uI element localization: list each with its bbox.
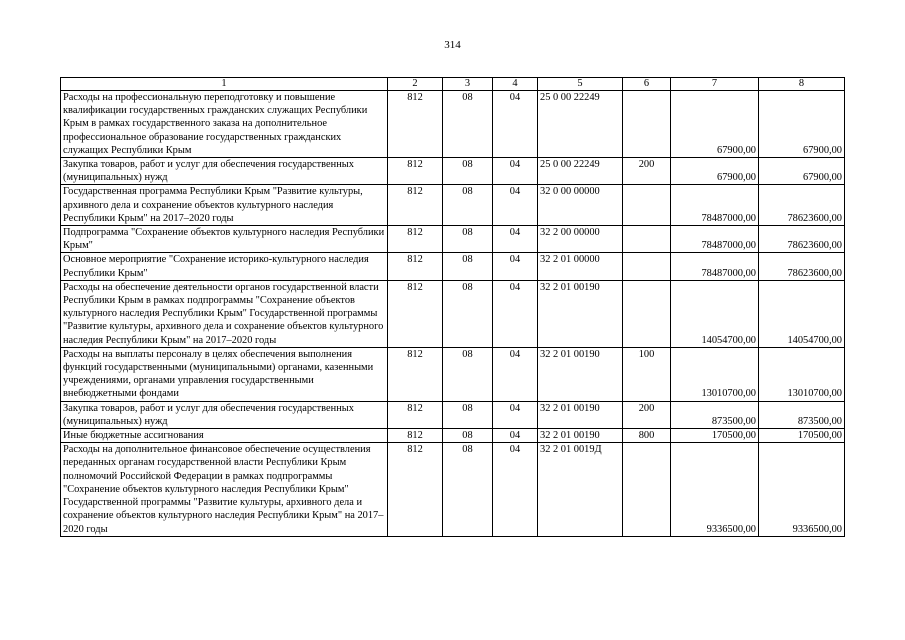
section-cell: 08: [443, 401, 493, 428]
table-header-row: [61, 78, 845, 91]
section-cell: 08: [443, 185, 493, 226]
target-article-cell: 32 2 01 00190: [538, 347, 623, 401]
admin-code-cell: 812: [388, 226, 443, 253]
amount-year1-cell: 170500,00: [671, 429, 759, 443]
column-header: 8: [759, 78, 845, 91]
expense-type-cell: [623, 253, 671, 280]
admin-code-cell: 812: [388, 91, 443, 158]
admin-code-cell: 812: [388, 280, 443, 347]
column-header: 2: [388, 78, 443, 91]
page-number: 314: [444, 39, 461, 51]
row-name-cell: Закупка товаров, работ и услуг для обеспечения государственных (муниципальных) нужд: [61, 401, 388, 428]
section-cell: 08: [443, 158, 493, 185]
admin-code-cell: 812: [388, 185, 443, 226]
expense-type-cell: [623, 280, 671, 347]
column-header: 7: [671, 78, 759, 91]
table-row: [61, 429, 845, 443]
target-article-cell: 25 0 00 22249: [538, 91, 623, 158]
expense-type-cell: [623, 91, 671, 158]
amount-year1-cell: 78487000,00: [671, 185, 759, 226]
target-article-cell: 25 0 00 22249: [538, 158, 623, 185]
admin-code-cell: 812: [388, 429, 443, 443]
budget-table: [60, 77, 845, 537]
expense-type-cell: [623, 185, 671, 226]
amount-year2-cell: 14054700,00: [759, 280, 845, 347]
table-row: [61, 280, 845, 347]
row-name-cell: Расходы на профессиональную переподготовку и повышение квалификации государственных гражданских служащих Республики Крым в рамках государственного заказа на дополнительное профессиональное образование государственных гражданских служащих Республики Крым: [61, 91, 388, 158]
column-header: 5: [538, 78, 623, 91]
table-row: [61, 226, 845, 253]
row-name-cell: Подпрограмма "Сохранение объектов культурного наследия Республики Крым": [61, 226, 388, 253]
section-cell: 08: [443, 429, 493, 443]
amount-year2-cell: 78623600,00: [759, 226, 845, 253]
column-header: 6: [623, 78, 671, 91]
subsection-cell: 04: [493, 253, 538, 280]
amount-year1-cell: 13010700,00: [671, 347, 759, 401]
subsection-cell: 04: [493, 91, 538, 158]
admin-code-cell: 812: [388, 401, 443, 428]
subsection-cell: 04: [493, 347, 538, 401]
target-article-cell: 32 2 01 00190: [538, 429, 623, 443]
column-header: 3: [443, 78, 493, 91]
target-article-cell: 32 2 01 00190: [538, 401, 623, 428]
amount-year1-cell: 14054700,00: [671, 280, 759, 347]
amount-year2-cell: 78623600,00: [759, 253, 845, 280]
row-name-cell: Закупка товаров, работ и услуг для обеспечения государственных (муниципальных) нужд: [61, 158, 388, 185]
expense-type-cell: 100: [623, 347, 671, 401]
section-cell: 08: [443, 443, 493, 536]
table-row: [61, 185, 845, 226]
subsection-cell: 04: [493, 158, 538, 185]
amount-year1-cell: 67900,00: [671, 158, 759, 185]
subsection-cell: 04: [493, 226, 538, 253]
table-row: [61, 347, 845, 401]
row-name-cell: Расходы на дополнительное финансовое обеспечение осуществления переданных органам государственной власти Республики Крым полномочий Российской Федерации в рамках подпрограммы "Сохранение объектов культурного наследия Республики Крым" Государственной программы "Развитие культуры, архивного дела и сохранение объектов культурного наследия Республики Крым" на 2017–2020 годы: [61, 443, 388, 536]
admin-code-cell: 812: [388, 158, 443, 185]
target-article-cell: 32 2 01 00000: [538, 253, 623, 280]
expense-type-cell: [623, 226, 671, 253]
amount-year1-cell: 873500,00: [671, 401, 759, 428]
row-name-cell: Расходы на выплаты персоналу в целях обеспечения выполнения функций государственными (муниципальными) органами, казенными учреждениями, органами управления государственными внебюджетными фондами: [61, 347, 388, 401]
row-name-cell: Государственная программа Республики Крым "Развитие культуры, архивного дела и сохранение объектов культурного наследия Республики Крым" на 2017–2020 годы: [61, 185, 388, 226]
amount-year2-cell: 9336500,00: [759, 443, 845, 536]
amount-year2-cell: 170500,00: [759, 429, 845, 443]
amount-year1-cell: 78487000,00: [671, 226, 759, 253]
row-name-cell: Расходы на обеспечение деятельности органов государственной власти Республики Крым в рамках подпрограммы "Сохранение объектов культурного наследия Республики Крым" Государственной программы "Развитие культуры, архивного дела и сохранение объектов культурного наследия Республики Крым" на 2017–2020 годы: [61, 280, 388, 347]
amount-year1-cell: 78487000,00: [671, 253, 759, 280]
section-cell: 08: [443, 347, 493, 401]
row-name-cell: Основное мероприятие "Сохранение историко-культурного наследия Республики Крым": [61, 253, 388, 280]
expense-type-cell: 200: [623, 158, 671, 185]
expense-type-cell: 800: [623, 429, 671, 443]
section-cell: 08: [443, 226, 493, 253]
amount-year2-cell: 873500,00: [759, 401, 845, 428]
table-row: [61, 443, 845, 536]
amount-year2-cell: 67900,00: [759, 158, 845, 185]
subsection-cell: 04: [493, 443, 538, 536]
subsection-cell: 04: [493, 429, 538, 443]
table-row: [61, 158, 845, 185]
amount-year2-cell: 67900,00: [759, 91, 845, 158]
subsection-cell: 04: [493, 401, 538, 428]
row-name-cell: Иные бюджетные ассигнования: [61, 429, 388, 443]
table-row: [61, 401, 845, 428]
section-cell: 08: [443, 91, 493, 158]
target-article-cell: 32 0 00 00000: [538, 185, 623, 226]
column-header: 4: [493, 78, 538, 91]
admin-code-cell: 812: [388, 253, 443, 280]
amount-year1-cell: 67900,00: [671, 91, 759, 158]
subsection-cell: 04: [493, 185, 538, 226]
amount-year2-cell: 78623600,00: [759, 185, 845, 226]
column-header: 1: [61, 78, 388, 91]
admin-code-cell: 812: [388, 347, 443, 401]
subsection-cell: 04: [493, 280, 538, 347]
table-row: [61, 253, 845, 280]
expense-type-cell: [623, 443, 671, 536]
amount-year2-cell: 13010700,00: [759, 347, 845, 401]
amount-year1-cell: 9336500,00: [671, 443, 759, 536]
table-row: [61, 91, 845, 158]
section-cell: 08: [443, 253, 493, 280]
target-article-cell: 32 2 01 0019Д: [538, 443, 623, 536]
admin-code-cell: 812: [388, 443, 443, 536]
section-cell: 08: [443, 280, 493, 347]
expense-type-cell: 200: [623, 401, 671, 428]
target-article-cell: 32 2 01 00190: [538, 280, 623, 347]
target-article-cell: 32 2 00 00000: [538, 226, 623, 253]
